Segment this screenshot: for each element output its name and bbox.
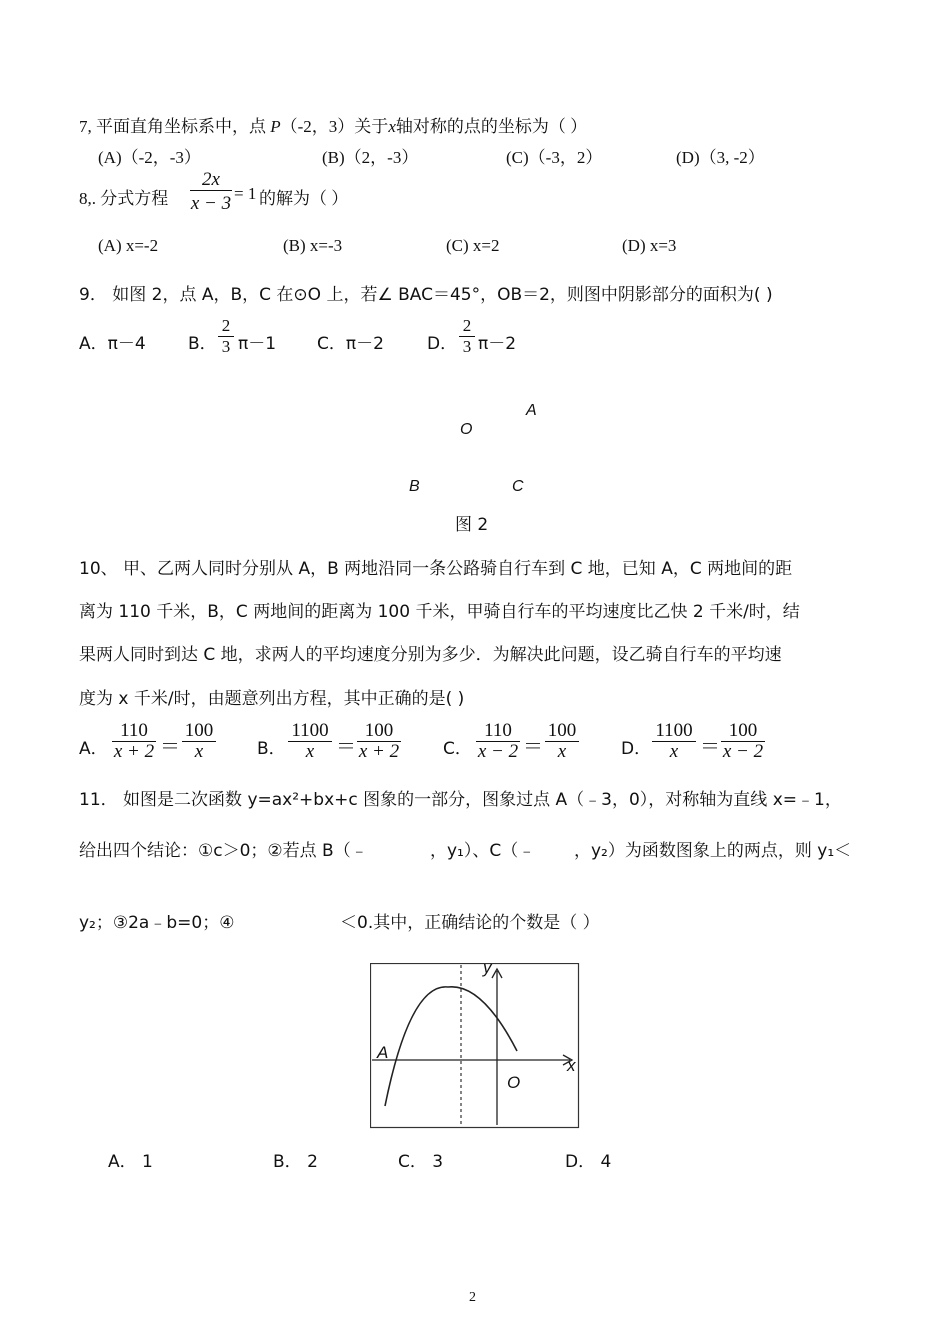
q10-line-4: 度为 x 千米/时，由题意列出方程，其中正确的是( ) <box>79 689 465 709</box>
q10-c-ln: 110 <box>484 720 512 741</box>
q11-option-a: A． 1 <box>108 1152 153 1172</box>
q10-option-d-label: D． <box>621 739 652 759</box>
q10-option-c-left-frac <box>476 721 520 762</box>
q10-option-b-left-frac <box>288 721 332 762</box>
q10-a-rd: x <box>182 741 216 762</box>
q10-option-b-label: B． <box>257 739 286 759</box>
q11-line-2b: ，y₁）、C（﹣ <box>430 841 536 861</box>
q8-stem-post: 的解为（ ） <box>259 189 349 208</box>
q9-b-num: 2 <box>221 316 231 335</box>
q10-d-rd: x − 2 <box>722 741 764 762</box>
q10-b-ld: x <box>288 741 332 762</box>
q9-d-num: 2 <box>462 316 472 335</box>
q10-option-b-right-frac <box>357 721 401 762</box>
q10-option-d-right-frac <box>721 721 765 762</box>
q9-fig-label-b: B <box>409 478 420 495</box>
q10-a-ln: 110 <box>120 720 148 741</box>
q9-option-d-frac <box>459 316 475 357</box>
q9-option-b-frac <box>218 316 234 357</box>
q8-option-a: (A) x=-2 <box>98 236 159 255</box>
q8-option-b: (B) x=-3 <box>283 236 343 255</box>
q9-option-d-label: D． <box>427 334 458 354</box>
q10-b-rn: 100 <box>364 720 394 741</box>
q10-b-rd: x + 2 <box>358 741 400 762</box>
q11-line-2a: 给出四个结论：①c＞0；②若点 B（﹣ <box>79 841 368 861</box>
page-number: 2 <box>469 1290 476 1305</box>
q8-frac-num: 2x <box>202 169 220 190</box>
q9-d-den: 3 <box>459 336 475 357</box>
q10-a-rn: 100 <box>184 720 214 741</box>
q11-option-b: B． 2 <box>273 1152 318 1172</box>
q9-option-c: C．π－2 <box>317 334 384 354</box>
q7-option-b: (B)（2，-3） <box>322 148 419 167</box>
q8-stem-pre: 8,. 分式方程 <box>79 189 169 208</box>
q10-option-d-eq: ＝ <box>700 736 720 758</box>
q10-option-a-eq: ＝ <box>160 736 180 758</box>
q8-eq: = 1 <box>234 184 257 203</box>
q9-option-d-rest: π－2 <box>478 334 517 354</box>
q10-c-rn: 100 <box>547 720 577 741</box>
q9-b-den: 3 <box>218 336 234 357</box>
q10-line-1: 10、 甲、乙两人同时分别从 A，B 两地沿同一条公路骑自行车到 C 地，已知 A，C 两地间的距 <box>79 559 793 579</box>
q10-line-2: 离为 110 千米，B，C 两地间的距离为 100 千米，甲骑自行车的平均速度比乙快 2 千米/时，结 <box>79 602 800 622</box>
q7-stem: 7, 平面直角坐标系中，点 P（-2，3）关于x轴对称的点的坐标为（ ） <box>79 117 588 136</box>
q8-option-d: (D) x=3 <box>622 236 677 255</box>
q10-option-b-eq: ＝ <box>336 736 356 758</box>
q7-option-c: (C)（-3，2） <box>506 148 603 167</box>
q8-fraction <box>190 170 232 214</box>
q10-b-ln: 1100 <box>291 720 329 741</box>
q11-option-c: C． 3 <box>398 1152 444 1172</box>
q7-option-a: (A)（-2，-3） <box>98 148 201 167</box>
q11-line-3b: ＜0.其中，正确结论的个数是（ ） <box>340 913 600 933</box>
graph-label-o: O <box>507 1073 521 1092</box>
q10-line-3: 果两人同时到达 C 地，求两人的平均速度分别为多少．为解决此问题，设乙骑自行车的平均速 <box>79 645 782 665</box>
q11-parabola-graph <box>370 963 580 1129</box>
q10-c-rd: x <box>545 741 579 762</box>
graph-label-a: A <box>377 1043 389 1062</box>
q11-line-1: 11． 如图是二次函数 y=ax²+bx+c 图象的一部分，图象过点 A（﹣3，0），对称轴为直线 x=﹣1， <box>79 790 842 810</box>
q10-option-d-left-frac <box>652 721 696 762</box>
q10-option-c-right-frac <box>545 721 579 762</box>
q9-option-b-label: B． <box>188 334 217 354</box>
q9-fig-label-o: O <box>460 421 473 438</box>
q11-line-2c: ，y₂）为函数图象上的两点，则 y₁＜ <box>574 841 852 861</box>
q7-option-d: (D)（3, -2） <box>676 148 765 167</box>
q9-fig-label-a: A <box>526 402 537 419</box>
q11-option-d: D． 4 <box>565 1152 612 1172</box>
q9-option-a: A．π－4 <box>79 334 146 354</box>
q9-fig-label-c: C <box>512 478 524 495</box>
graph-label-y: y <box>483 958 492 977</box>
graph-frame <box>371 964 579 1128</box>
q10-a-ld: x + 2 <box>113 741 155 762</box>
q10-c-ld: x − 2 <box>477 741 519 762</box>
q8-option-c: (C) x=2 <box>446 236 500 255</box>
graph-label-x: x <box>567 1056 576 1075</box>
q9-option-b-rest: π－1 <box>238 334 277 354</box>
q10-option-c-label: C． <box>443 739 472 759</box>
q10-d-rn: 100 <box>728 720 758 741</box>
q10-option-a-label: A． <box>79 739 108 759</box>
q10-option-c-eq: ＝ <box>523 736 543 758</box>
q10-option-a-right-frac <box>182 721 216 762</box>
q9-figure-caption: 图 2 <box>455 515 489 535</box>
q11-line-3a: y₂；③2a﹣b=0；④ <box>79 913 235 933</box>
q10-option-a-left-frac <box>112 721 156 762</box>
q10-d-ln: 1100 <box>655 720 693 741</box>
q9-stem: 9． 如图 2，点 A，B，C 在⊙O 上，若∠ BAC＝45°，OB＝2，则图中阴影部分的面积为( ) <box>79 285 773 305</box>
q8-frac-den: x − 3 <box>190 190 232 214</box>
q10-d-ld: x <box>652 741 696 762</box>
